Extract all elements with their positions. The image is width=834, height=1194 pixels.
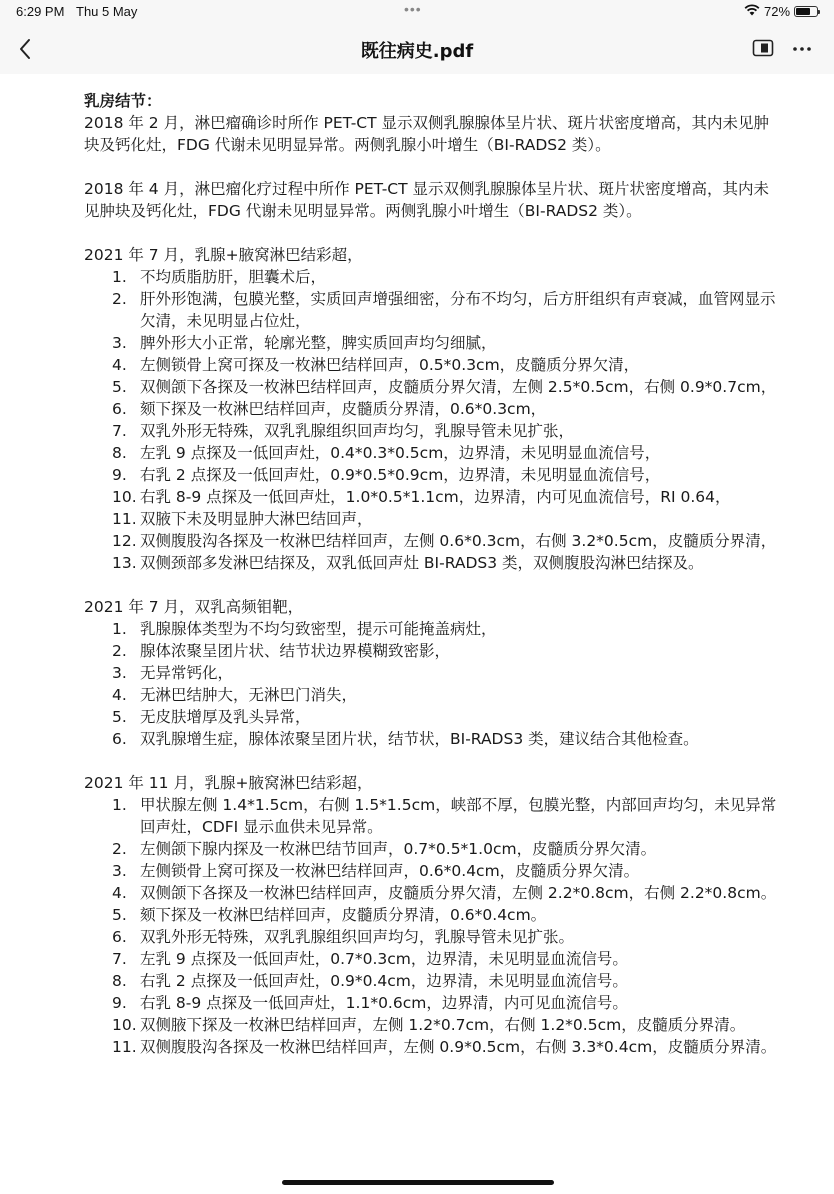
list-item-number: 2. bbox=[112, 642, 127, 660]
list-item-text: 双侧腋下探及一枚淋巴结样回声，左侧 1.2*0.7cm，右侧 1.2*0.5cm，皮髓质分界清。 bbox=[140, 1016, 746, 1034]
wifi-icon bbox=[744, 4, 760, 19]
battery-percentage: 72% bbox=[764, 4, 791, 19]
multitasking-dots-icon[interactable]: ••• bbox=[404, 1, 422, 17]
list-item-text: 左侧锁骨上窝可探及一枚淋巴结样回声，0.6*0.4cm，皮髓质分界欠清。 bbox=[140, 862, 640, 880]
list-item-number: 9. bbox=[112, 994, 127, 1012]
exam-title: 2021 年 7 月，乳腺+腋窝淋巴结彩超， bbox=[84, 246, 363, 264]
list-item-text: 腺体浓聚呈团片状、结节状边界模糊致密影， bbox=[140, 642, 451, 660]
list-item bbox=[84, 464, 784, 486]
pdf-page[interactable] bbox=[0, 74, 834, 1194]
list-item-number: 13. bbox=[112, 554, 137, 572]
list-item-text: 双乳腺增生症，腺体浓聚呈团片状，结节状，BI-RADS3 类，建议结合其他检查。 bbox=[140, 730, 699, 748]
list-item-text: 右乳 8-9 点探及一低回声灶，1.1*0.6cm，边界清，内可见血流信号。 bbox=[140, 994, 628, 1012]
list-item-number: 4. bbox=[112, 356, 127, 374]
list-item-text: 左乳 9 点探及一低回声灶，0.4*0.3*0.5cm，边界清，未见明显血流信号， bbox=[140, 444, 661, 462]
list-item bbox=[84, 530, 784, 552]
section-heading: 乳房结节： bbox=[84, 92, 162, 110]
paragraph-2018-apr: 2018 年 4 月，淋巴瘤化疗过程中所作 PET-CT 显示双侧乳腺腺体呈片状、斑片状密度增高，其内未见肿块及钙化灶，FDG 代谢未见明显异常。两侧乳腺小叶增生（BI-RADS2 类）。 bbox=[84, 180, 770, 220]
list-item-text: 甲状腺左侧 1.4*1.5cm，右侧 1.5*1.5cm，峡部不厚，包膜光整，内部回声均匀，未见异常回声灶，CDFI 显示血供未见异常。 bbox=[140, 796, 777, 836]
list-item bbox=[84, 640, 784, 662]
list-item-number: 6. bbox=[112, 730, 127, 748]
list-item bbox=[84, 728, 784, 750]
list-item-number: 8. bbox=[112, 972, 127, 990]
list-item-text: 颏下探及一枚淋巴结样回声，皮髓质分界清，0.6*0.4cm。 bbox=[140, 906, 547, 924]
paragraph-2018-feb: 2018 年 2 月，淋巴瘤确诊时所作 PET-CT 显示双侧乳腺腺体呈片状、斑片状密度增高，其内未见肿块及钙化灶，FDG 代谢未见明显异常。两侧乳腺小叶增生（BI-RADS2 类）。 bbox=[84, 114, 770, 154]
findings-list bbox=[84, 794, 784, 1058]
list-item-text: 双侧腹股沟各探及一枚淋巴结样回声，左侧 0.9*0.5cm，右侧 3.3*0.4cm，皮髓质分界清。 bbox=[140, 1038, 777, 1056]
exam-title: 2021 年 11 月，乳腺+腋窝淋巴结彩超， bbox=[84, 774, 373, 792]
list-item-text: 双腋下未及明显肿大淋巴结回声， bbox=[140, 510, 373, 528]
list-item bbox=[84, 420, 784, 442]
list-item-text: 肝外形饱满，包膜光整，实质回声增强细密，分布不均匀，后方肝组织有声衰减，血管网显示欠清，未见明显占位灶， bbox=[140, 290, 776, 330]
list-item-number: 1. bbox=[112, 268, 127, 286]
list-item bbox=[84, 1014, 784, 1036]
list-item-text: 左侧锁骨上窝可探及一枚淋巴结样回声，0.5*0.3cm，皮髓质分界欠清， bbox=[140, 356, 640, 374]
list-item-text: 双乳外形无特殊，双乳乳腺组织回声均匀，乳腺导管未见扩张， bbox=[140, 422, 575, 440]
list-item bbox=[84, 794, 784, 838]
list-item bbox=[84, 1036, 784, 1058]
list-item-text: 右乳 2 点探及一低回声灶，0.9*0.4cm，边界清，未见明显血流信号。 bbox=[140, 972, 628, 990]
list-item bbox=[84, 552, 784, 574]
list-item-number: 7. bbox=[112, 950, 127, 968]
list-item-number: 6. bbox=[112, 928, 127, 946]
list-item-number: 3. bbox=[112, 664, 127, 682]
list-item bbox=[84, 860, 784, 882]
list-item bbox=[84, 926, 784, 948]
list-item bbox=[84, 288, 784, 332]
list-item bbox=[84, 618, 784, 640]
list-item-text: 无皮肤增厚及乳头异常， bbox=[140, 708, 311, 726]
list-item-number: 3. bbox=[112, 334, 127, 352]
list-item-number: 4. bbox=[112, 884, 127, 902]
list-item-number: 12. bbox=[112, 532, 137, 550]
list-item bbox=[84, 508, 784, 530]
list-item-text: 左侧颌下腺内探及一枚淋巴结节回声，0.7*0.5*1.0cm，皮髓质分界欠清。 bbox=[140, 840, 657, 858]
status-time: 6:29 PM bbox=[16, 4, 65, 19]
findings-list bbox=[84, 618, 784, 750]
document-title: 既往病史.pdf bbox=[360, 41, 474, 62]
list-item-number: 10. bbox=[112, 488, 137, 506]
list-item-number: 6. bbox=[112, 400, 127, 418]
list-item-number: 7. bbox=[112, 422, 127, 440]
battery-icon bbox=[794, 6, 818, 17]
list-item-number: 11. bbox=[112, 1038, 137, 1056]
list-item-number: 1. bbox=[112, 620, 127, 638]
list-item bbox=[84, 376, 784, 398]
list-item-number: 5. bbox=[112, 906, 127, 924]
list-item bbox=[84, 904, 784, 926]
list-item bbox=[84, 442, 784, 464]
list-item-number: 2. bbox=[112, 840, 127, 858]
home-indicator[interactable] bbox=[282, 1180, 554, 1185]
list-item-number: 4. bbox=[112, 686, 127, 704]
list-item bbox=[84, 354, 784, 376]
list-item-text: 颏下探及一枚淋巴结样回声，皮髓质分界清，0.6*0.3cm， bbox=[140, 400, 547, 418]
list-item-number: 8. bbox=[112, 444, 127, 462]
exam-sections bbox=[84, 244, 784, 1058]
list-item-text: 双侧颌下各探及一枚淋巴结样回声，皮髓质分界欠清，左侧 2.5*0.5cm，右侧 0.9*0.7cm， bbox=[140, 378, 777, 396]
list-item-text: 无淋巴结肿大，无淋巴门消失， bbox=[140, 686, 358, 704]
list-item-text: 不均质脂肪肝，胆囊术后， bbox=[140, 268, 327, 286]
panel-icon[interactable] bbox=[752, 39, 774, 57]
list-item-number: 3. bbox=[112, 862, 127, 880]
list-item bbox=[84, 266, 784, 288]
list-item bbox=[84, 662, 784, 684]
exam-title: 2021 年 7 月，双乳高频钼靶， bbox=[84, 598, 304, 616]
list-item bbox=[84, 398, 784, 420]
findings-list bbox=[84, 266, 784, 574]
list-item bbox=[84, 948, 784, 970]
list-item bbox=[84, 332, 784, 354]
list-item bbox=[84, 970, 784, 992]
status-bar bbox=[0, 0, 834, 24]
list-item-text: 双侧腹股沟各探及一枚淋巴结样回声，左侧 0.6*0.3cm，右侧 3.2*0.5cm，皮髓质分界清， bbox=[140, 532, 777, 550]
list-item bbox=[84, 882, 784, 904]
more-icon[interactable] bbox=[792, 41, 812, 55]
list-item-text: 双乳外形无特殊，双乳乳腺组织回声均匀，乳腺导管未见扩张。 bbox=[140, 928, 575, 946]
list-item-text: 无异常钙化， bbox=[140, 664, 234, 682]
list-item bbox=[84, 706, 784, 728]
list-item bbox=[84, 486, 784, 508]
list-item-number: 1. bbox=[112, 796, 127, 814]
nav-bar bbox=[0, 24, 834, 74]
list-item-text: 右乳 2 点探及一低回声灶，0.9*0.5*0.9cm，边界清，未见明显血流信号， bbox=[140, 466, 661, 484]
list-item-number: 2. bbox=[112, 290, 127, 308]
status-date: Thu 5 May bbox=[76, 4, 138, 19]
list-item bbox=[84, 838, 784, 860]
list-item-text: 双侧颌下各探及一枚淋巴结样回声，皮髓质分界欠清，左侧 2.2*0.8cm，右侧 2.2*0.8cm。 bbox=[140, 884, 777, 902]
list-item-text: 右乳 8-9 点探及一低回声灶，1.0*0.5*1.1cm，边界清，内可见血流信号，RI 0.64， bbox=[140, 488, 731, 506]
list-item-text: 双侧颈部多发淋巴结探及，双乳低回声灶 BI-RADS3 类，双侧腹股沟淋巴结探及。 bbox=[140, 554, 704, 572]
list-item-text: 乳腺腺体类型为不均匀致密型，提示可能掩盖病灶， bbox=[140, 620, 497, 638]
list-item-number: 11. bbox=[112, 510, 137, 528]
list-item bbox=[84, 684, 784, 706]
list-item-number: 10. bbox=[112, 1016, 137, 1034]
list-item bbox=[84, 992, 784, 1014]
list-item-number: 9. bbox=[112, 466, 127, 484]
list-item-text: 脾外形大小正常，轮廓光整，脾实质回声均匀细腻， bbox=[140, 334, 497, 352]
list-item-text: 左乳 9 点探及一低回声灶，0.7*0.3cm，边界清，未见明显血流信号。 bbox=[140, 950, 628, 968]
list-item-number: 5. bbox=[112, 708, 127, 726]
document-content bbox=[84, 90, 784, 1080]
list-item-number: 5. bbox=[112, 378, 127, 396]
